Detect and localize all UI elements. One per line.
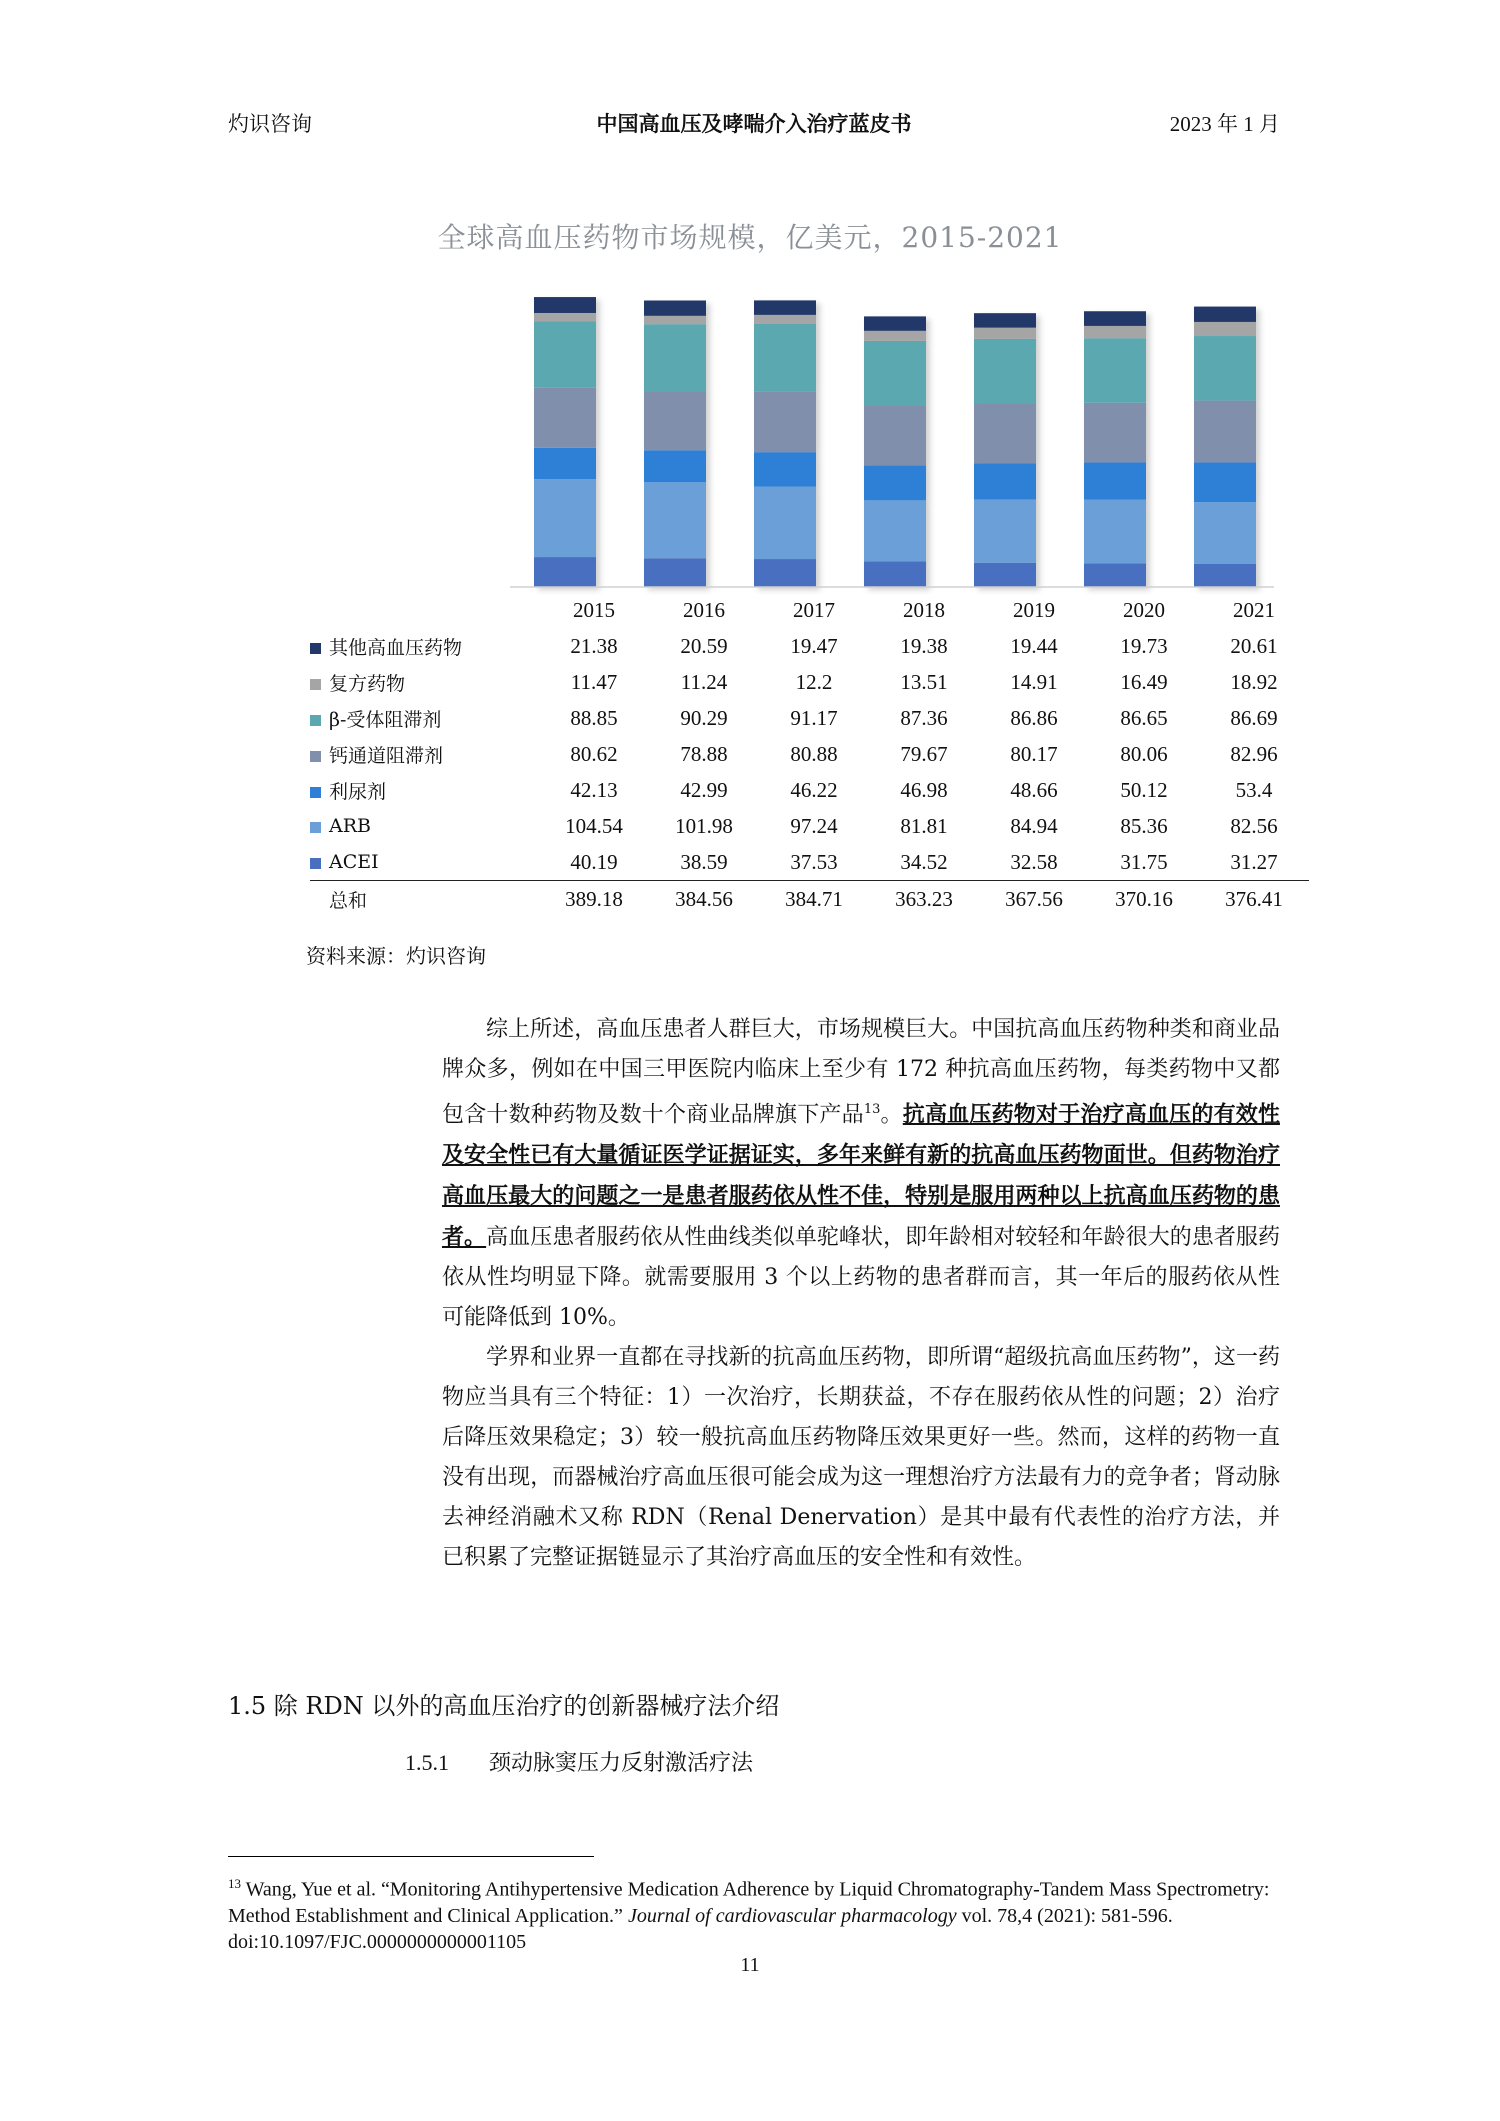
bar-segment-2020-β-受体阻滞剂 (1084, 338, 1146, 403)
bar-segment-2017-利尿剂 (754, 452, 816, 486)
source-note: 资料来源：灼识咨询 (306, 944, 486, 968)
section-heading-1-5-1 (405, 1746, 753, 1777)
data-value: 12.2 (795, 669, 833, 694)
data-value: 48.66 (1010, 777, 1058, 802)
total-value: 367.56 (979, 881, 1089, 918)
bar-segment-2021-钙通道阻滞剂 (1194, 401, 1256, 463)
data-value: 79.67 (900, 741, 948, 766)
legend-text: ARB (329, 815, 371, 837)
data-value: 78.88 (680, 741, 728, 766)
legend-swatch (310, 679, 321, 690)
data-value: 82.96 (1230, 741, 1278, 766)
bar-2015 (534, 297, 596, 587)
data-value: 19.44 (1010, 633, 1058, 658)
bar-segment-2021-利尿剂 (1194, 462, 1256, 502)
data-value: 11.47 (570, 669, 618, 694)
bar-segment-2021-复方药物 (1194, 322, 1256, 336)
table-row (310, 736, 1309, 772)
table-row (310, 664, 1309, 700)
bar-segment-2015-β-受体阻滞剂 (534, 322, 596, 388)
legend-text: 钙通道阻滞剂 (329, 744, 444, 767)
bar-segment-2017-钙通道阻滞剂 (754, 392, 816, 452)
bar-segment-2017-ACEI (754, 559, 816, 587)
legend-swatch (310, 643, 321, 654)
bar-segment-2018-其他高血压药物 (864, 316, 926, 330)
total-value: 363.23 (869, 881, 979, 918)
data-value: 34.52 (900, 849, 948, 874)
section-title: 颈动脉窦压力反射激活疗法 (489, 1751, 754, 1776)
data-value: 86.65 (1120, 705, 1168, 730)
page-number: 11 (740, 1954, 760, 1976)
data-value: 97.24 (790, 813, 838, 838)
data-value: 32.58 (1010, 849, 1058, 874)
data-value: 88.85 (570, 705, 618, 730)
paragraph-1-period: 。 (880, 1102, 903, 1128)
data-value: 46.98 (900, 777, 948, 802)
data-value: 19.73 (1120, 633, 1168, 658)
section-heading-1-5: 1.5 除 RDN 以外的高血压治疗的创新器械疗法介绍 (228, 1692, 780, 1720)
bar-segment-2020-复方药物 (1084, 326, 1146, 338)
chart-title: 全球高血压药物市场规模，亿美元，2015-2021 (437, 221, 1063, 254)
data-value: 20.61 (1230, 633, 1278, 658)
data-value: 19.47 (790, 633, 838, 658)
data-value: 87.36 (900, 705, 948, 730)
stacked-bar-chart (510, 285, 1280, 595)
table-row (310, 628, 1309, 664)
header-company: 灼识咨询 (228, 112, 312, 136)
bar-segment-2018-钙通道阻滞剂 (864, 406, 926, 465)
legend-swatch (310, 751, 321, 762)
year-label: 2016 (683, 597, 725, 622)
legend-swatch (310, 858, 321, 869)
series-label (310, 736, 539, 772)
year-label: 2018 (903, 597, 945, 622)
bar-2016 (644, 301, 706, 587)
series-label (310, 628, 539, 664)
data-value: 38.59 (680, 849, 728, 874)
data-value: 104.54 (565, 813, 623, 838)
bar-segment-2019-ACEI (974, 563, 1036, 587)
table-corner (310, 592, 539, 628)
bar-segment-2015-钙通道阻滞剂 (534, 388, 596, 448)
bar-segment-2017-其他高血压药物 (754, 300, 816, 315)
data-value: 37.53 (790, 849, 838, 874)
bar-segment-2017-复方药物 (754, 315, 816, 324)
bar-segment-2020-钙通道阻滞剂 (1084, 403, 1146, 463)
series-label (310, 808, 539, 844)
series-label (310, 844, 539, 881)
total-value: 370.16 (1089, 881, 1199, 918)
total-value: 384.56 (649, 881, 759, 918)
series-label (310, 664, 539, 700)
data-value: 18.92 (1230, 669, 1278, 694)
paragraph-1-part-a: 综上所述，高血压患者人群巨大，市场规模巨大。中国抗高血压药物种类和商业品牌众多，例如在中国三甲医院内临床上至少有 172 种抗高血压药物，每类药物中又都包含十数种药物及数十个商业品牌旗下产品 (442, 1017, 1280, 1128)
legend-swatch (310, 787, 321, 798)
data-value: 86.86 (1010, 705, 1058, 730)
header-date: 2023 年 1 月 (1169, 112, 1280, 136)
total-value: 389.18 (539, 881, 649, 918)
data-value: 80.88 (790, 741, 838, 766)
bar-segment-2020-ARB (1084, 500, 1146, 564)
data-value: 11.24 (680, 669, 728, 694)
bar-segment-2020-利尿剂 (1084, 462, 1146, 499)
paragraph-1-emphasis: 抗高血压药物对于治疗高血压的有效性及安全性已有大量循证医学证据证实，多年来鲜有新的抗高血压药物面世。但药物治疗高血压最大的问题之一是患者服药依从性不佳，特别是服用两种以上抗高血压药物的患者。 (442, 1101, 1280, 1251)
data-value: 19.38 (900, 633, 948, 658)
data-value: 85.36 (1120, 813, 1168, 838)
bar-segment-2017-β-受体阻滞剂 (754, 324, 816, 392)
data-value: 13.51 (900, 669, 948, 694)
table-row (310, 772, 1309, 808)
bar-2021 (1194, 307, 1256, 587)
paragraph-2: 学界和业界一直都在寻找新的抗高血压药物，即所谓“超级抗高血压药物”，这一药物应当具有三个特征：1）一次治疗，长期获益，不存在服药依从性的问题；2）治疗后降压效果稳定；3）较一般抗高血压药物降压效果更好一些。然而，这样的药物一直没有出现，而器械治疗高血压很可能会成为这一理想治疗方法最有力的竞争者；肾动脉去神经消融术又称 RDN（Renal Denervation）是其中最有代表性的治疗方法，并已积累了完整证据链显示了其治疗高血压的安全性和有效性。 (442, 1345, 1280, 1571)
bar-segment-2019-ARB (974, 499, 1036, 562)
bar-segment-2016-钙通道阻滞剂 (644, 391, 706, 450)
bar-segment-2019-β-受体阻滞剂 (974, 339, 1036, 404)
legend-text: 其他高血压药物 (329, 636, 463, 659)
bar-segment-2018-β-受体阻滞剂 (864, 341, 926, 406)
legend-text: 利尿剂 (329, 780, 387, 803)
data-value: 20.59 (680, 633, 728, 658)
data-value: 21.38 (570, 633, 618, 658)
data-value: 84.94 (1010, 813, 1058, 838)
bar-2019 (974, 313, 1036, 587)
bar-segment-2018-复方药物 (864, 331, 926, 341)
total-label: 总和 (310, 881, 539, 918)
bar-segment-2018-ACEI (864, 561, 926, 587)
bar-segment-2015-ARB (534, 479, 596, 557)
data-value: 90.29 (680, 705, 728, 730)
year-label: 2019 (1013, 597, 1055, 622)
legend-text: ACEI (329, 851, 379, 873)
paragraph-1 (442, 1010, 1280, 1338)
bar-segment-2015-利尿剂 (534, 448, 596, 479)
bar-segment-2018-利尿剂 (864, 465, 926, 500)
legend-text: 复方药物 (329, 672, 406, 695)
section-number: 1.5.1 (405, 1750, 449, 1775)
data-value: 81.81 (900, 813, 948, 838)
data-value: 80.62 (570, 741, 618, 766)
legend-swatch (310, 715, 321, 726)
footnote-text-a: Wang, Yue et al. “Monitoring Antihypertensive Medication Adherence by Liquid Chromatography-Tandem Mass Spectrometry: Method Establishment and Clinical Application.” (228, 1878, 1270, 1927)
bar-segment-2018-ARB (864, 500, 926, 561)
bar-segment-2020-ACEI (1084, 563, 1146, 587)
legend-text: β-受体阻滞剂 (329, 708, 442, 731)
body-text-block (442, 1010, 1280, 1578)
footnote-journal: Journal of cardiovascular pharmacology (627, 1904, 957, 1927)
bar-segment-2016-ARB (644, 482, 706, 558)
data-value: 31.27 (1230, 849, 1278, 874)
data-value: 80.17 (1010, 741, 1058, 766)
table-row (310, 700, 1309, 736)
header-title: 中国高血压及哮喘介入治疗蓝皮书 (596, 111, 912, 136)
table-total-row (310, 881, 1309, 918)
data-value: 42.99 (680, 777, 728, 802)
bar-2018 (864, 316, 926, 587)
footnote-13 (228, 1871, 1288, 1955)
chart-data-table (310, 592, 1309, 917)
bar-segment-2016-其他高血压药物 (644, 301, 706, 316)
bar-segment-2019-复方药物 (974, 328, 1036, 339)
data-value: 101.98 (675, 813, 733, 838)
data-value: 16.49 (1120, 669, 1168, 694)
year-label: 2020 (1123, 597, 1165, 622)
bar-segment-2015-其他高血压药物 (534, 297, 596, 313)
year-label: 2015 (573, 597, 615, 622)
page-header (228, 108, 1280, 138)
footnote-ref-13[interactable]: 13 (863, 1102, 881, 1117)
bar-segment-2019-利尿剂 (974, 463, 1036, 499)
legend-swatch (310, 822, 321, 833)
data-value: 82.56 (1230, 813, 1278, 838)
data-value: 31.75 (1120, 849, 1168, 874)
bar-segment-2019-钙通道阻滞剂 (974, 403, 1036, 463)
bar-segment-2015-复方药物 (534, 313, 596, 322)
bar-segment-2015-ACEI (534, 557, 596, 587)
data-value: 46.22 (790, 777, 838, 802)
bar-2017 (754, 300, 816, 587)
data-value: 86.69 (1230, 705, 1278, 730)
paragraph-1-part-c: 高血压患者服药依从性曲线类似单驼峰状，即年龄相对较轻和年龄很大的患者服药依从性均明显下降。就需要服用 3 个以上药物的患者群而言，其一年后的服药依从性可能降低到 10%。 (442, 1225, 1280, 1331)
data-value: 14.91 (1010, 669, 1058, 694)
bar-segment-2016-利尿剂 (644, 450, 706, 482)
bar-2020 (1084, 311, 1146, 587)
data-value: 53.4 (1235, 777, 1273, 802)
total-value: 384.71 (759, 881, 869, 918)
total-value: 376.41 (1199, 881, 1309, 918)
data-value: 80.06 (1120, 741, 1168, 766)
data-value: 40.19 (570, 849, 618, 874)
data-value: 50.12 (1120, 777, 1168, 802)
bar-segment-2021-其他高血压药物 (1194, 307, 1256, 322)
bar-segment-2019-其他高血压药物 (974, 313, 1036, 327)
series-label (310, 700, 539, 736)
bar-segment-2016-ACEI (644, 558, 706, 587)
bar-segment-2016-β-受体阻滞剂 (644, 324, 706, 391)
table-header-row (310, 592, 1309, 628)
bar-segment-2017-ARB (754, 487, 816, 559)
data-value: 42.13 (570, 777, 618, 802)
bar-segment-2021-ACEI (1194, 564, 1256, 587)
footnote-divider (228, 1856, 594, 1857)
bar-segment-2021-ARB (1194, 502, 1256, 564)
bar-segment-2021-β-受体阻滞剂 (1194, 336, 1256, 401)
year-label: 2017 (793, 597, 835, 622)
table-row (310, 844, 1309, 881)
table-row (310, 808, 1309, 844)
year-label: 2021 (1233, 597, 1275, 622)
data-value: 91.17 (790, 705, 838, 730)
series-label (310, 772, 539, 808)
bar-segment-2020-其他高血压药物 (1084, 311, 1146, 326)
footnote-text-b: vol. 78,4 (2021): 581-596. doi:10.1097/FJC.0000000000001105 (228, 1904, 1173, 1953)
footnote-number: 13 (228, 1876, 241, 1891)
bar-segment-2016-复方药物 (644, 316, 706, 324)
